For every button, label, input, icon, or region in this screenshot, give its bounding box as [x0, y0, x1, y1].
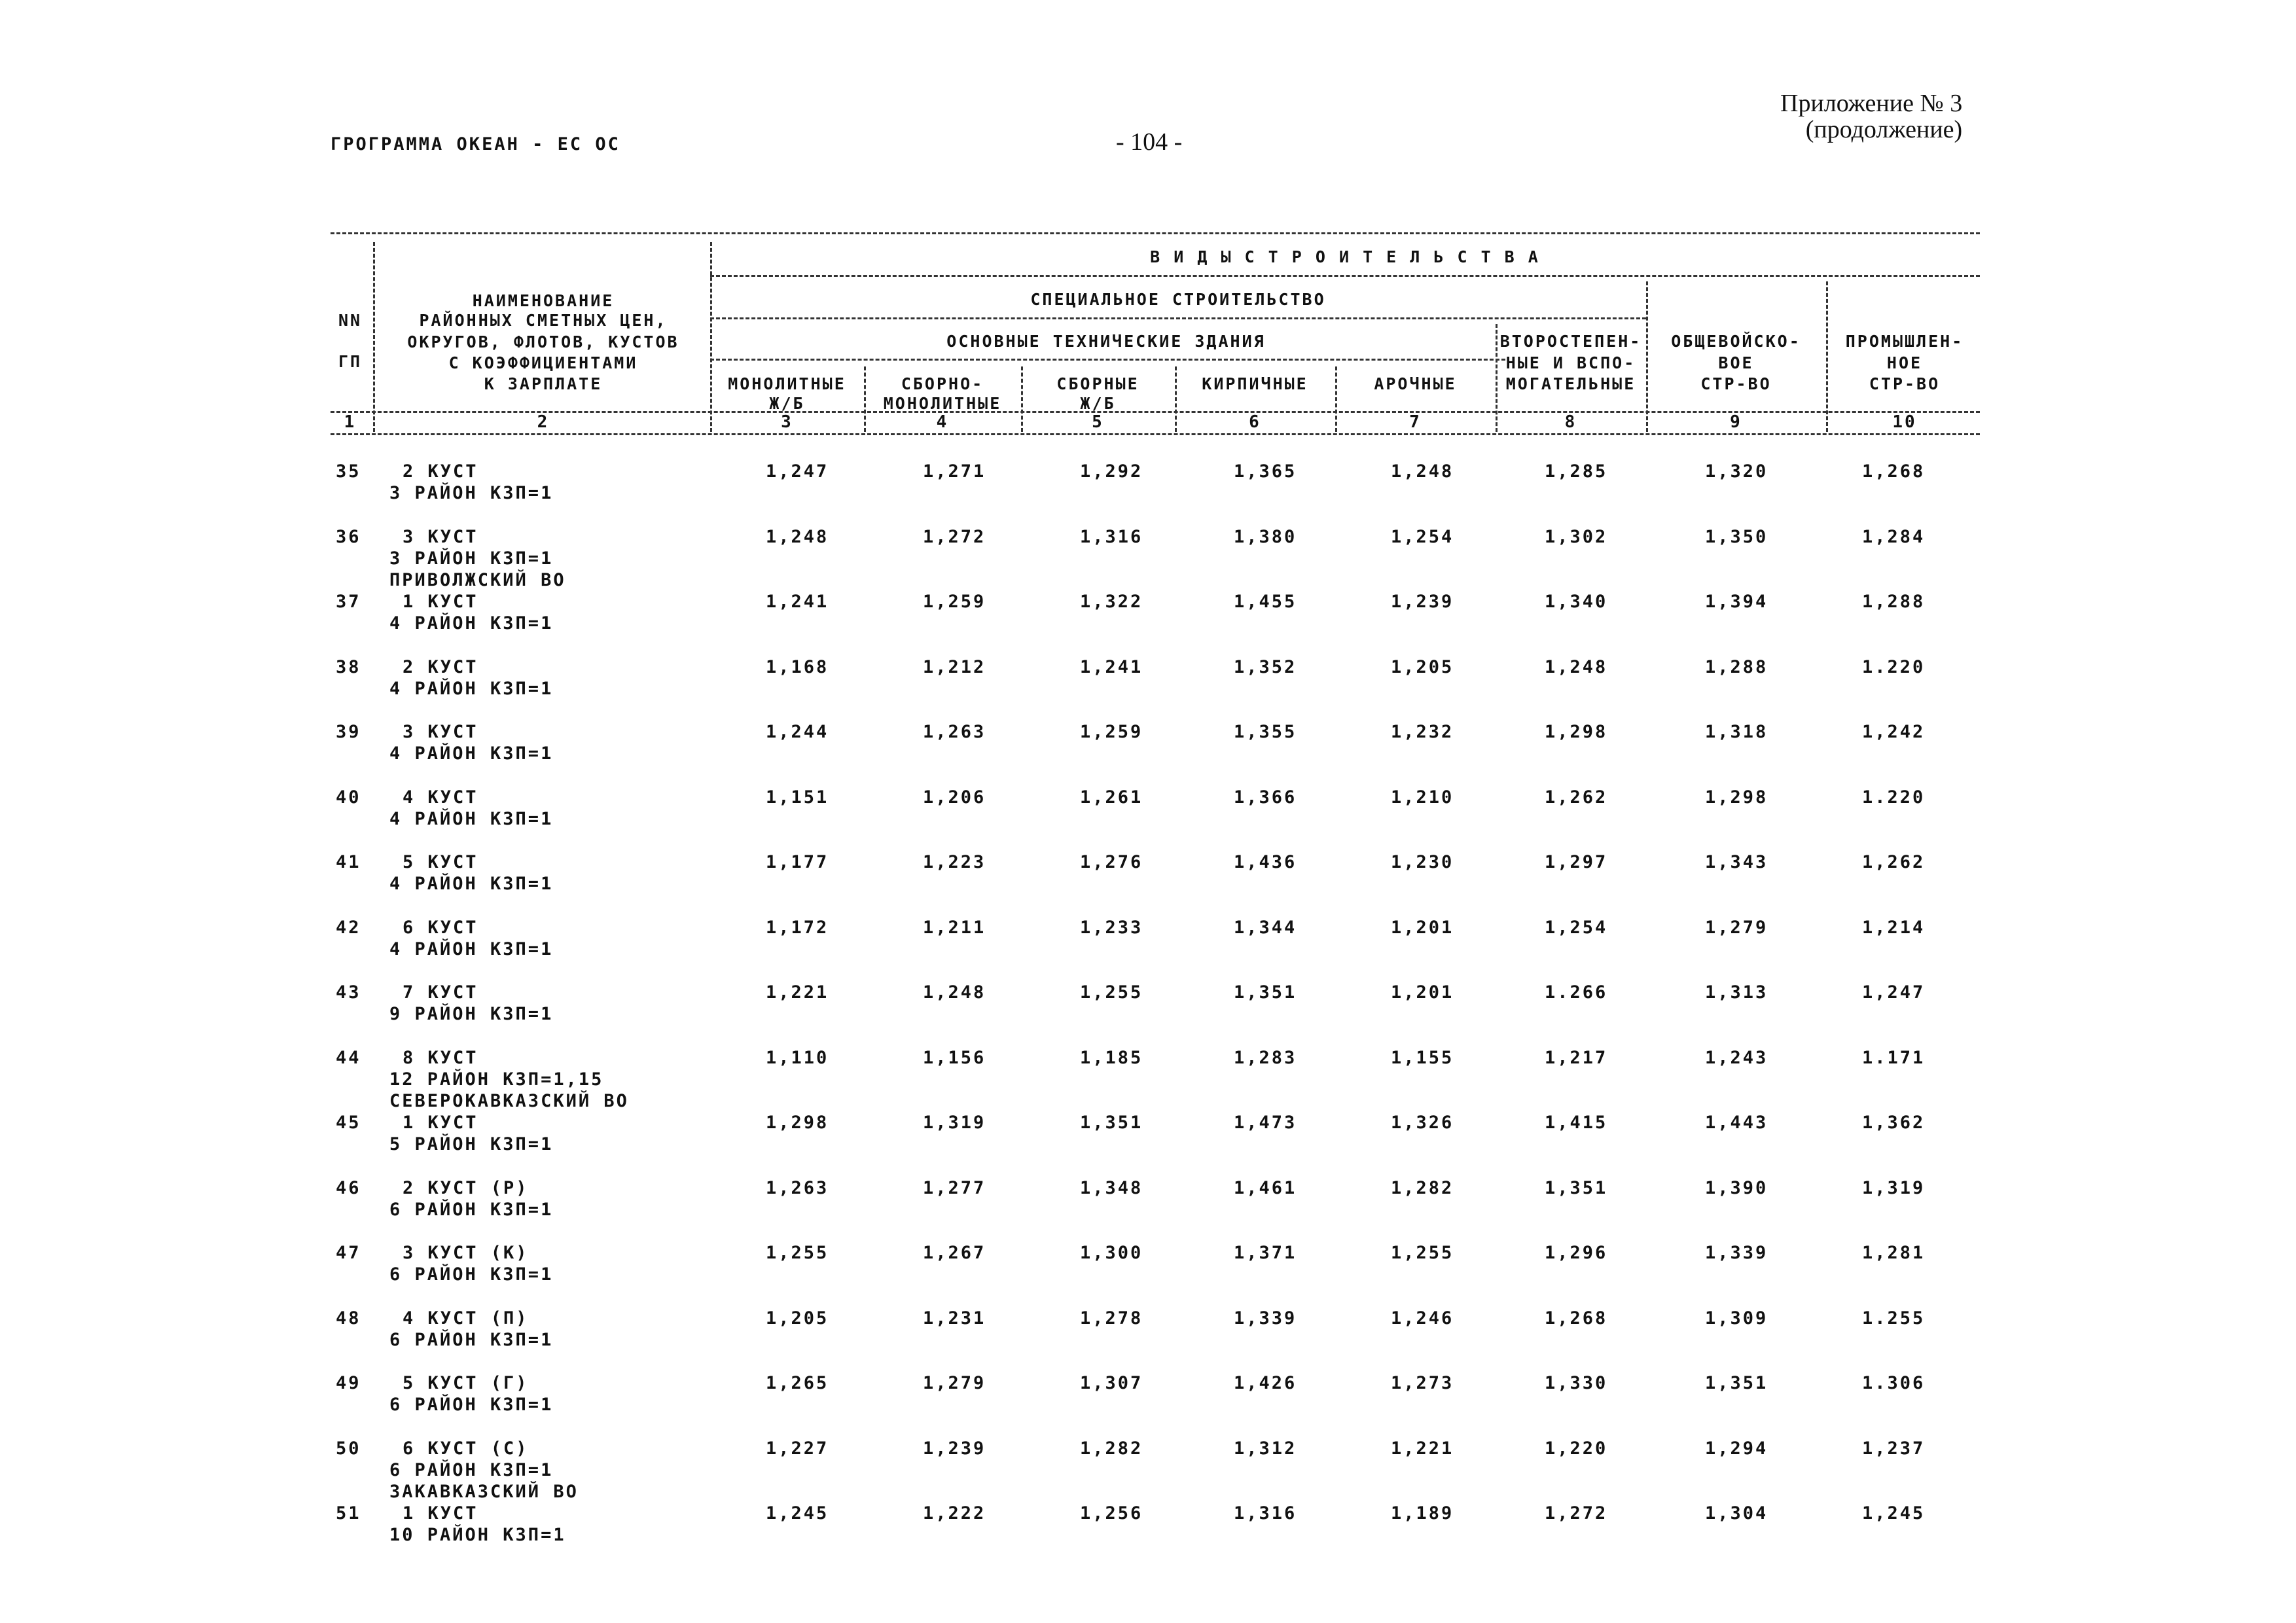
coefficient-cell: 1,316 — [1234, 1503, 1297, 1524]
table-row — [0, 787, 2296, 850]
coefficient-cell: 1,239 — [1391, 592, 1454, 612]
coefficient-cell: 1,312 — [1234, 1438, 1297, 1459]
coefficient-cell: 1,339 — [1705, 1243, 1768, 1263]
coefficient-cell: 1,245 — [766, 1503, 829, 1524]
coefficient-cell: 1,443 — [1705, 1113, 1768, 1133]
coefficient-cell: 1,271 — [923, 461, 986, 482]
coefficient-cell: 1.306 — [1862, 1373, 1926, 1393]
coefficient-cell: 1,231 — [923, 1308, 986, 1329]
coefficient-cell: 1,344 — [1234, 918, 1297, 938]
program-title: ГРОГРАММА ОКЕАН - ЕС ОС — [331, 134, 620, 154]
coefficient-cell: 1,110 — [766, 1048, 829, 1068]
group-title: В И Д Ы С Т Р О И Т Е Л Ь С Т В А — [1150, 247, 1540, 266]
coefficient-cell: 1,394 — [1705, 592, 1768, 612]
coefficient-cell: 1,282 — [1080, 1438, 1143, 1459]
coefficient-cell: 1,272 — [923, 527, 986, 547]
coefficient-cell: 1,279 — [923, 1373, 986, 1393]
column-number: 4 — [936, 412, 949, 432]
coefficient-cell: 1,294 — [1705, 1438, 1768, 1459]
coefficient-cell: 1,296 — [1545, 1243, 1608, 1263]
col-header: НЫЕ И ВСПО- — [1505, 353, 1636, 372]
col-header: Ж/Б — [769, 394, 805, 413]
row-district: 4 РАЙОН КЗП=1 — [389, 743, 554, 764]
coefficient-cell: 1,288 — [1705, 657, 1768, 677]
coefficient-cell: 1,316 — [1080, 527, 1143, 547]
row-number: 37 — [336, 592, 361, 612]
coefficient-cell: 1,351 — [1705, 1373, 1768, 1393]
coefficient-cell: 1,278 — [1080, 1308, 1143, 1329]
row-name: 3 КУСТ — [403, 722, 478, 742]
column-number: 7 — [1409, 412, 1422, 432]
table-row — [0, 852, 2296, 915]
row-district: 3 РАЙОН КЗП=1 — [389, 548, 554, 569]
coefficient-cell: 1,307 — [1080, 1373, 1143, 1393]
coefficient-cell: 1,355 — [1234, 722, 1297, 742]
col-header: ПРОМЫШЛЕН- — [1845, 332, 1964, 351]
column-number: 1 — [344, 412, 357, 432]
row-name: 2 КУСТ (Р) — [403, 1178, 529, 1198]
main-tech-title: ОСНОВНЫЕ ТЕХНИЧЕСКИЕ ЗДАНИЯ — [946, 332, 1266, 351]
row-district: 6 РАЙОН КЗП=1 — [389, 1330, 554, 1350]
coefficient-cell: 1,221 — [1391, 1438, 1454, 1459]
divider — [373, 242, 375, 432]
coefficient-cell: 1.266 — [1545, 982, 1608, 1003]
coefficient-cell: 1,248 — [1391, 461, 1454, 482]
coefficient-cell: 1,239 — [923, 1438, 986, 1459]
coefficient-cell: 1,284 — [1862, 527, 1926, 547]
appendix-line-2: (продолжение) — [1805, 116, 1963, 143]
col-no-top: NN — [338, 311, 363, 330]
row-name: 7 КУСТ — [403, 982, 478, 1003]
coefficient-cell: 1,214 — [1862, 918, 1926, 938]
column-number: 6 — [1249, 412, 1261, 432]
coefficient-cell: 1,352 — [1234, 657, 1297, 677]
coefficient-cell: 1,304 — [1705, 1503, 1768, 1524]
row-district: 12 РАЙОН КЗП=1,15 — [389, 1069, 604, 1090]
coefficient-cell: 1,326 — [1391, 1113, 1454, 1133]
coefficient-cell: 1,273 — [1391, 1373, 1454, 1393]
coefficient-cell: 1,362 — [1862, 1113, 1926, 1133]
coefficient-cell: 1,272 — [1545, 1503, 1608, 1524]
col-name-line: НАИМЕНОВАНИЕ — [472, 291, 615, 310]
coefficient-cell: 1,365 — [1234, 461, 1297, 482]
coefficient-cell: 1,282 — [1391, 1178, 1454, 1198]
row-name: 2 КУСТ — [403, 657, 478, 677]
row-district: 4 РАЙОН КЗП=1 — [389, 874, 554, 894]
coefficient-cell: 1,390 — [1705, 1178, 1768, 1198]
row-district: 4 РАЙОН КЗП=1 — [389, 613, 554, 633]
group-rule — [710, 275, 1980, 277]
coefficient-cell: 1,241 — [766, 592, 829, 612]
row-name: 6 КУСТ — [403, 918, 478, 938]
column-number: 9 — [1730, 412, 1742, 432]
row-number: 51 — [336, 1503, 361, 1524]
col-header: МОНОЛИТНЫЕ — [728, 374, 846, 393]
col-header: СТР-ВО — [1869, 374, 1941, 393]
coefficient-cell: 1,351 — [1234, 982, 1297, 1003]
coefficient-cell: 1,237 — [1862, 1438, 1926, 1459]
col-header: НОЕ — [1886, 353, 1923, 372]
row-number: 38 — [336, 657, 361, 677]
coefficient-cell: 1.220 — [1862, 787, 1926, 808]
appendix-line-1: Приложение № 3 — [1780, 90, 1963, 117]
row-name: 3 КУСТ (К) — [403, 1243, 529, 1263]
coefficient-cell: 1.171 — [1862, 1048, 1926, 1068]
table-row — [0, 1048, 2296, 1111]
coefficient-cell: 1,241 — [1080, 657, 1143, 677]
row-district: 6 РАЙОН КЗП=1 — [389, 1264, 554, 1285]
coefficient-cell: 1,265 — [766, 1373, 829, 1393]
coefficient-cell: 1,247 — [1862, 982, 1926, 1003]
special-title: СПЕЦИАЛЬНОЕ СТРОИТЕЛЬСТВО — [1030, 290, 1326, 309]
row-district: 4 РАЙОН КЗП=1 — [389, 679, 554, 699]
row-name: 1 КУСТ — [403, 592, 478, 612]
row-district: 6 РАЙОН КЗП=1 — [389, 1200, 554, 1220]
row-number: 36 — [336, 527, 361, 547]
row-district: 10 РАЙОН КЗП=1 — [389, 1525, 566, 1545]
coefficient-cell: 1,473 — [1234, 1113, 1297, 1133]
table-row — [0, 1373, 2296, 1436]
coefficient-cell: 1,211 — [923, 918, 986, 938]
coefficient-cell: 1,351 — [1080, 1113, 1143, 1133]
coefficient-cell: 1,415 — [1545, 1113, 1608, 1133]
row-district: 5 РАЙОН КЗП=1 — [389, 1134, 554, 1154]
military-district-heading: СЕВЕРОКАВКАЗСКИЙ ВО — [389, 1091, 629, 1111]
row-number: 42 — [336, 918, 361, 938]
row-number: 47 — [336, 1243, 361, 1263]
coefficient-cell: 1,255 — [766, 1243, 829, 1263]
coefficient-cell: 1,156 — [923, 1048, 986, 1068]
coefficient-cell: 1,259 — [1080, 722, 1143, 742]
column-number-rule — [331, 433, 1980, 435]
col-header: АРОЧНЫЕ — [1374, 374, 1457, 393]
table-row — [0, 527, 2296, 590]
coefficient-cell: 1,350 — [1705, 527, 1768, 547]
coefficient-cell: 1,298 — [1705, 787, 1768, 808]
col-name-line: С КОЭФФИЦИЕНТАМИ — [448, 353, 638, 372]
row-district: 4 РАЙОН КЗП=1 — [389, 939, 554, 959]
coefficient-cell: 1,254 — [1545, 918, 1608, 938]
coefficient-cell: 1,151 — [766, 787, 829, 808]
table-row — [0, 722, 2296, 785]
col-header: ВОЕ — [1718, 353, 1754, 372]
coefficient-cell: 1,279 — [1705, 918, 1768, 938]
row-name: 1 КУСТ — [403, 1503, 478, 1524]
row-number: 41 — [336, 852, 361, 872]
coefficient-cell: 1,232 — [1391, 722, 1454, 742]
column-number: 8 — [1564, 412, 1577, 432]
col-header: СТР-ВО — [1700, 374, 1772, 393]
coefficient-cell: 1,212 — [923, 657, 986, 677]
coefficient-cell: 1,168 — [766, 657, 829, 677]
coefficient-cell: 1,172 — [766, 918, 829, 938]
table-row — [0, 592, 2296, 654]
coefficient-cell: 1,319 — [1862, 1178, 1926, 1198]
coefficient-cell: 1,302 — [1545, 527, 1608, 547]
row-number: 48 — [336, 1308, 361, 1329]
row-name: 5 КУСТ — [403, 852, 478, 872]
coefficient-cell: 1,277 — [923, 1178, 986, 1198]
coefficient-cell: 1,244 — [766, 722, 829, 742]
appendix-label — [1780, 90, 1962, 143]
coefficient-cell: 1,242 — [1862, 722, 1926, 742]
coefficient-cell: 1,297 — [1545, 852, 1608, 872]
coefficient-cell: 1,259 — [923, 592, 986, 612]
table-row — [0, 1243, 2296, 1306]
main-tech-rule — [710, 359, 1505, 361]
col-no-bottom: ГП — [338, 352, 363, 371]
coefficient-cell: 1,155 — [1391, 1048, 1454, 1068]
coefficient-cell: 1,343 — [1705, 852, 1768, 872]
table-row — [0, 1438, 2296, 1501]
col-name-line: К ЗАРПЛАТЕ — [484, 374, 603, 393]
coefficient-cell: 1,330 — [1545, 1373, 1608, 1393]
coefficient-cell: 1,380 — [1234, 527, 1297, 547]
coefficient-cell: 1,339 — [1234, 1308, 1297, 1329]
coefficient-cell: 1,261 — [1080, 787, 1143, 808]
coefficient-cell: 1,292 — [1080, 461, 1143, 482]
row-number: 35 — [336, 461, 361, 482]
military-district-heading: ЗАКАВКАЗСКИЙ ВО — [389, 1482, 579, 1502]
table-row — [0, 982, 2296, 1045]
coefficient-cell: 1,247 — [766, 461, 829, 482]
column-number: 2 — [537, 412, 550, 432]
coefficient-cell: 1,267 — [923, 1243, 986, 1263]
special-rule — [710, 317, 1646, 319]
row-name: 2 КУСТ — [403, 461, 478, 482]
col-name-line: РАЙОННЫХ СМЕТНЫХ ЦЕН, — [419, 311, 668, 330]
coefficient-cell: 1,245 — [1862, 1503, 1926, 1524]
coefficient-cell: 1,263 — [766, 1178, 829, 1198]
row-number: 46 — [336, 1178, 361, 1198]
coefficient-cell: 1,276 — [1080, 852, 1143, 872]
column-number: 5 — [1092, 412, 1104, 432]
coefficient-cell: 1,268 — [1545, 1308, 1608, 1329]
column-number: 3 — [781, 412, 793, 432]
coefficient-cell: 1,255 — [1391, 1243, 1454, 1263]
table-row — [0, 657, 2296, 720]
coefficient-cell: 1,371 — [1234, 1243, 1297, 1263]
coefficient-cell: 1,256 — [1080, 1503, 1143, 1524]
row-district: 6 РАЙОН КЗП=1 — [389, 1460, 554, 1480]
row-district: 9 РАЙОН КЗП=1 — [389, 1004, 554, 1024]
coefficient-cell: 1,222 — [923, 1503, 986, 1524]
coefficient-cell: 1,230 — [1391, 852, 1454, 872]
coefficient-cell: 1,189 — [1391, 1503, 1454, 1524]
coefficient-cell: 1,217 — [1545, 1048, 1608, 1068]
coefficient-cell: 1,351 — [1545, 1178, 1608, 1198]
coefficient-cell: 1,248 — [1545, 657, 1608, 677]
coefficient-cell: 1,320 — [1705, 461, 1768, 482]
coefficient-cell: 1.255 — [1862, 1308, 1926, 1329]
coefficient-cell: 1,233 — [1080, 918, 1143, 938]
coefficient-cell: 1,300 — [1080, 1243, 1143, 1263]
row-number: 50 — [336, 1438, 361, 1459]
coefficient-cell: 1,340 — [1545, 592, 1608, 612]
col-header: МОГАТЕЛЬНЫЕ — [1505, 374, 1636, 393]
row-name: 8 КУСТ — [403, 1048, 478, 1068]
row-district: 6 РАЙОН КЗП=1 — [389, 1395, 554, 1415]
row-name: 1 КУСТ — [403, 1113, 478, 1133]
coefficient-cell: 1,223 — [923, 852, 986, 872]
military-district-heading: ПРИВОЛЖСКИЙ ВО — [389, 570, 566, 590]
coefficient-cell: 1,206 — [923, 787, 986, 808]
coefficient-cell: 1,288 — [1862, 592, 1926, 612]
coefficient-cell: 1,455 — [1234, 592, 1297, 612]
col-header: ВТОРОСТЕПЕН- — [1499, 332, 1642, 351]
table-row — [0, 1113, 2296, 1175]
coefficient-cell: 1,263 — [923, 722, 986, 742]
coefficient-cell: 1,309 — [1705, 1308, 1768, 1329]
coefficient-cell: 1,313 — [1705, 982, 1768, 1003]
coefficient-cell: 1,298 — [766, 1113, 829, 1133]
coefficient-cell: 1,298 — [1545, 722, 1608, 742]
col-name-line: ОКРУГОВ, ФЛОТОВ, КУСТОВ — [407, 332, 679, 351]
coefficient-cell: 1,285 — [1545, 461, 1608, 482]
coefficient-cell: 1,262 — [1545, 787, 1608, 808]
coefficient-cell: 1,227 — [766, 1438, 829, 1459]
coefficient-cell: 1,283 — [1234, 1048, 1297, 1068]
row-number: 44 — [336, 1048, 361, 1068]
table-row — [0, 1503, 2296, 1566]
row-number: 49 — [336, 1373, 361, 1393]
row-name: 4 КУСТ — [403, 787, 478, 808]
table-row — [0, 1178, 2296, 1241]
coefficient-cell: 1,281 — [1862, 1243, 1926, 1263]
coefficient-cell: 1,248 — [923, 982, 986, 1003]
coefficient-cell: 1,201 — [1391, 982, 1454, 1003]
top-rule — [331, 232, 1980, 234]
row-district: 4 РАЙОН КЗП=1 — [389, 809, 554, 829]
coefficient-cell: 1,262 — [1862, 852, 1926, 872]
coefficient-cell: 1,201 — [1391, 918, 1454, 938]
coefficient-cell: 1,185 — [1080, 1048, 1143, 1068]
table-row — [0, 461, 2296, 524]
coefficient-cell: 1,322 — [1080, 592, 1143, 612]
col-header: МОНОЛИТНЫЕ — [883, 394, 1002, 413]
table-row — [0, 918, 2296, 980]
coefficient-cell: 1,254 — [1391, 527, 1454, 547]
coefficient-cell: 1,177 — [766, 852, 829, 872]
row-number: 43 — [336, 982, 361, 1003]
coefficient-cell: 1,221 — [766, 982, 829, 1003]
coefficient-cell: 1,255 — [1080, 982, 1143, 1003]
row-number: 39 — [336, 722, 361, 742]
page-number: - 104 - — [1116, 128, 1183, 156]
col-header: Ж/Б — [1080, 394, 1116, 413]
coefficient-cell: 1,348 — [1080, 1178, 1143, 1198]
coefficient-cell: 1.220 — [1862, 657, 1926, 677]
coefficient-cell: 1,366 — [1234, 787, 1297, 808]
col-header: ОБЩЕВОЙСКО- — [1671, 332, 1801, 351]
row-number: 45 — [336, 1113, 361, 1133]
row-name: 5 КУСТ (Г) — [403, 1373, 529, 1393]
row-number: 40 — [336, 787, 361, 808]
coefficient-cell: 1,205 — [1391, 657, 1454, 677]
coefficient-cell: 1,248 — [766, 527, 829, 547]
table-row — [0, 1308, 2296, 1371]
coefficient-cell: 1,318 — [1705, 722, 1768, 742]
coefficient-cell: 1,436 — [1234, 852, 1297, 872]
coefficient-cell: 1,220 — [1545, 1438, 1608, 1459]
row-name: 3 КУСТ — [403, 527, 478, 547]
coefficient-cell: 1,268 — [1862, 461, 1926, 482]
coefficient-cell: 1,319 — [923, 1113, 986, 1133]
coefficient-cell: 1,243 — [1705, 1048, 1768, 1068]
coefficient-cell: 1,205 — [766, 1308, 829, 1329]
col-header: КИРПИЧНЫЕ — [1202, 374, 1308, 393]
row-name: 4 КУСТ (П) — [403, 1308, 529, 1329]
coefficient-cell: 1,461 — [1234, 1178, 1297, 1198]
row-name: 6 КУСТ (С) — [403, 1438, 529, 1459]
row-district: 3 РАЙОН КЗП=1 — [389, 483, 554, 503]
coefficient-cell: 1,210 — [1391, 787, 1454, 808]
coefficient-cell: 1,246 — [1391, 1308, 1454, 1329]
column-number: 10 — [1892, 412, 1917, 432]
col-header: СБОРНЫЕ — [1056, 374, 1139, 393]
coefficient-cell: 1,426 — [1234, 1373, 1297, 1393]
col-header: СБОРНО- — [901, 374, 984, 393]
